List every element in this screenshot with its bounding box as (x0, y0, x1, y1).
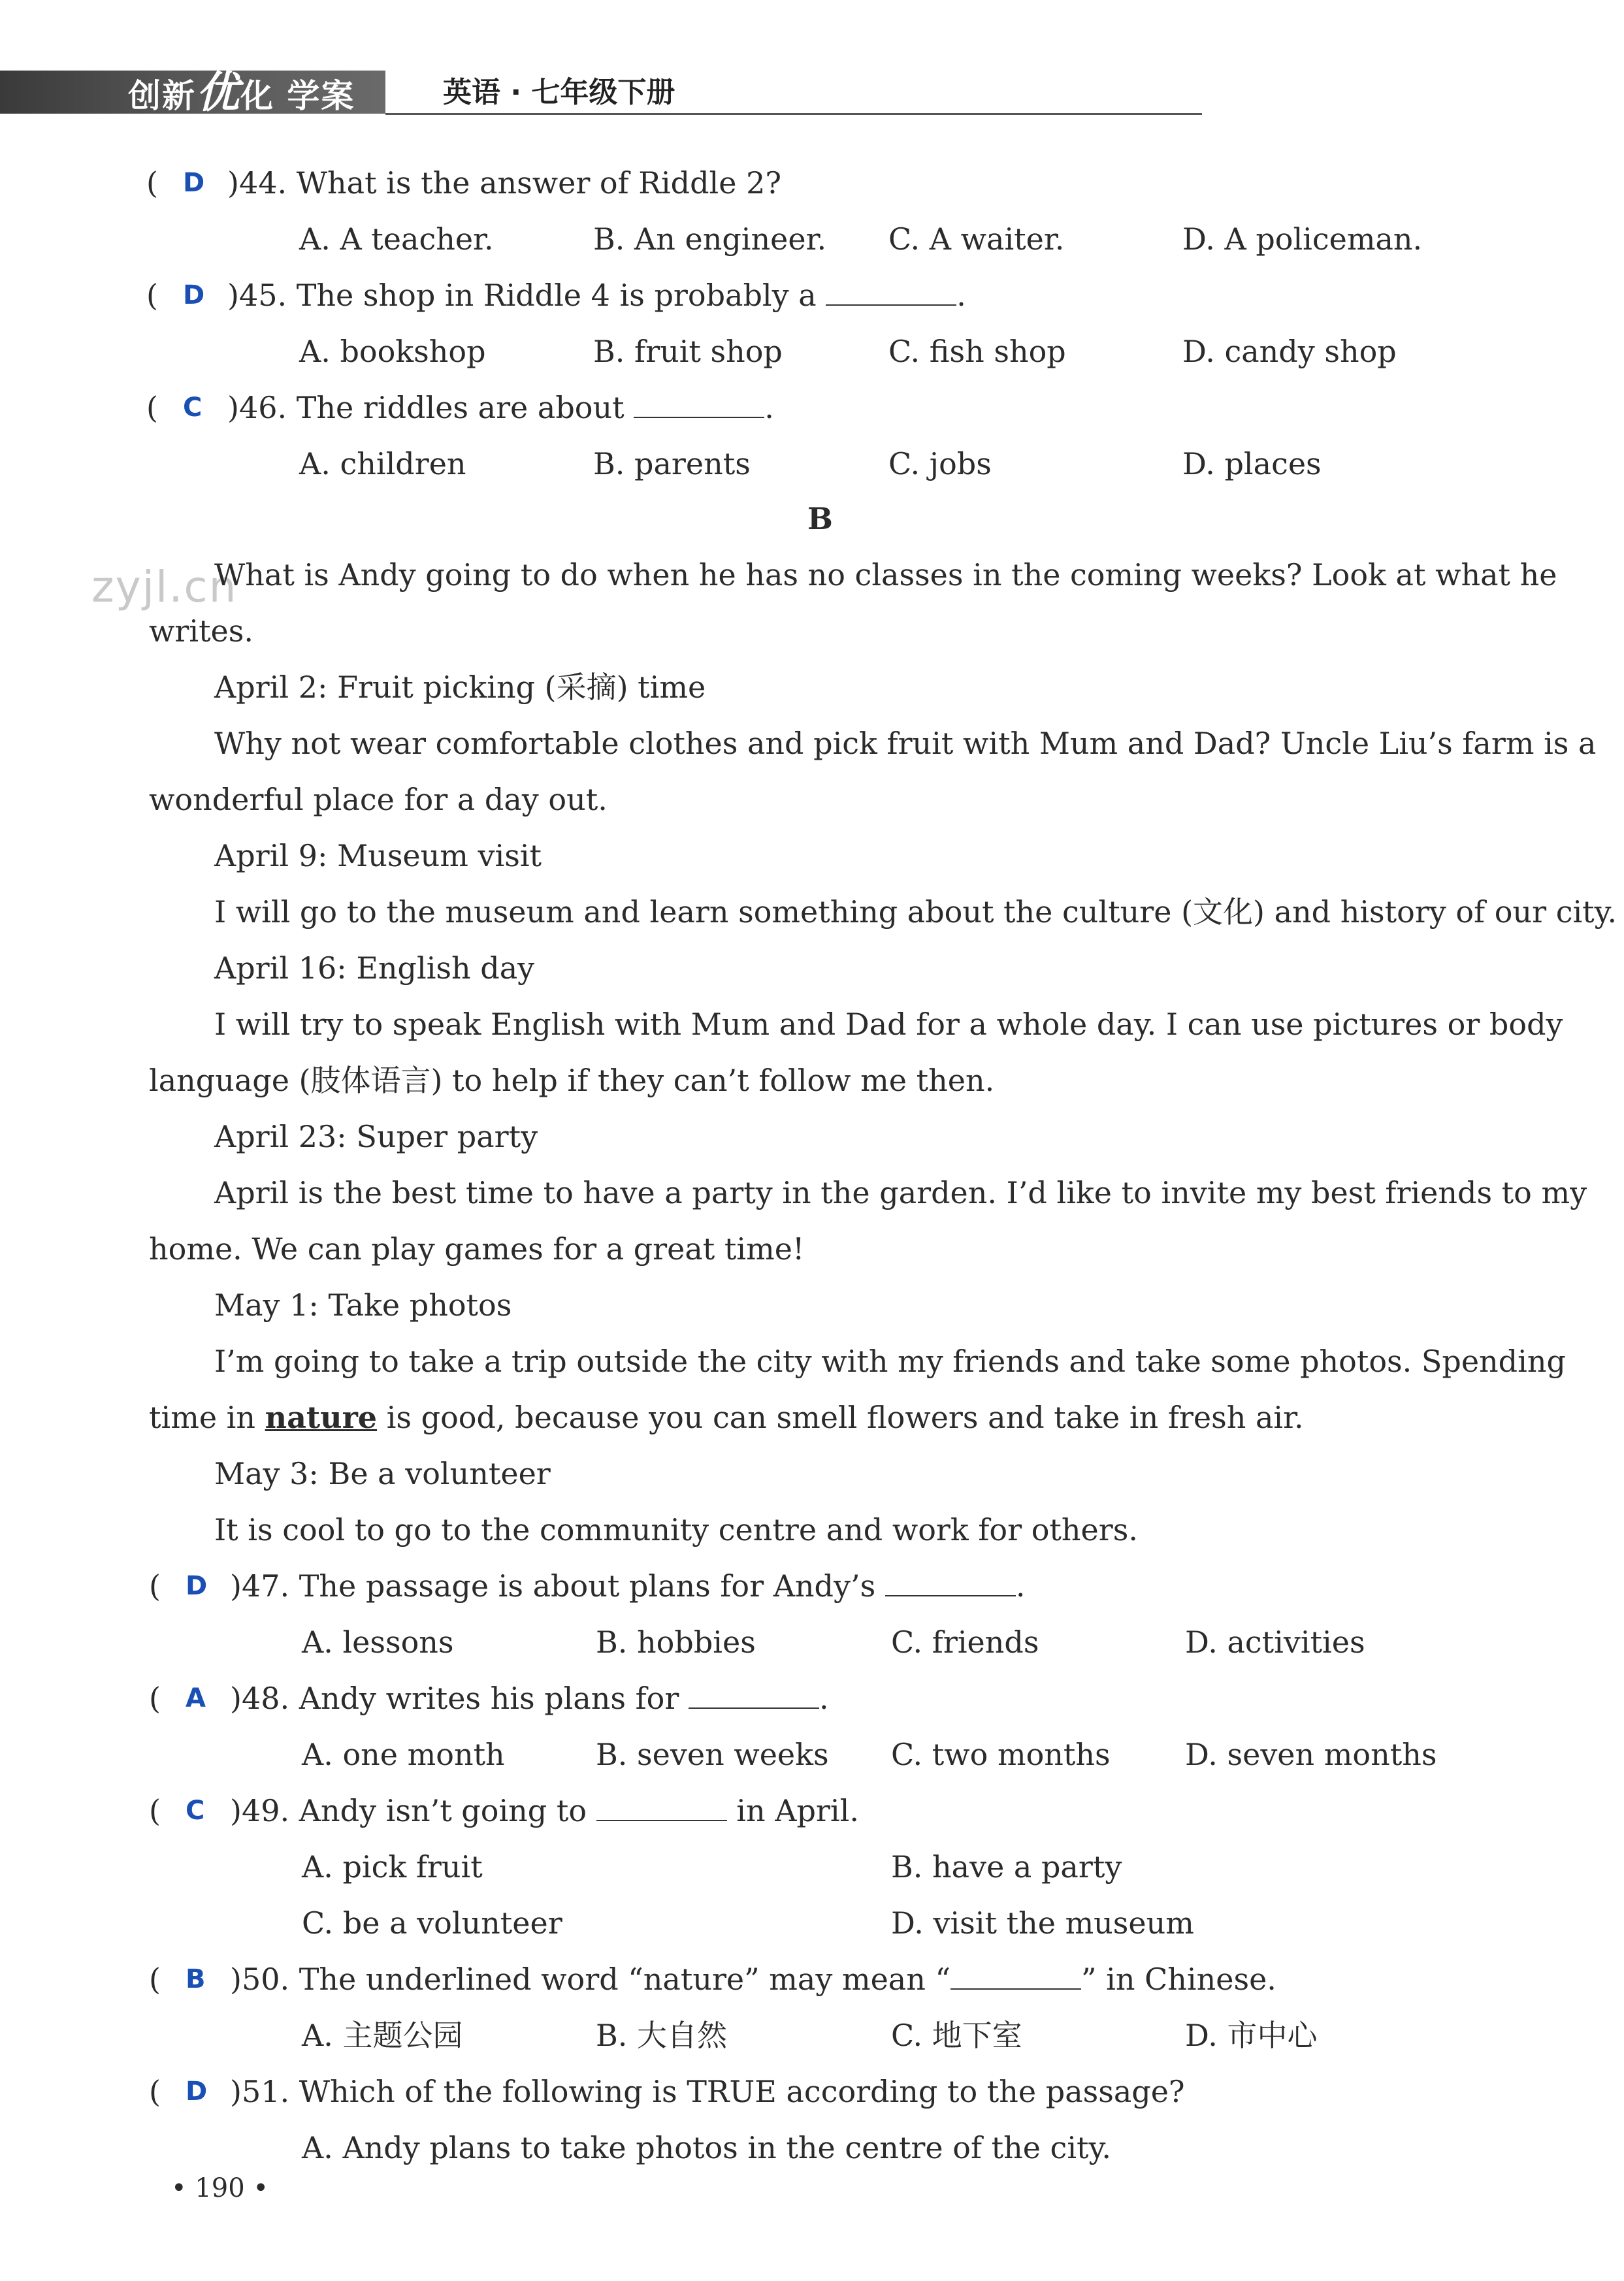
plan-text: wonderful place for a day out. (149, 782, 608, 817)
paren-open: ( (146, 390, 158, 425)
plan-heading-may-1: May 1: Take photos (214, 1287, 512, 1323)
option-44-a: A. A teacher. (299, 221, 494, 257)
plan-text: I will go to the museum and learn something about the culture (文化) and history of our city. (214, 894, 1617, 930)
question-45: )45. The shop in Riddle 4 is probably a . (227, 278, 966, 313)
paren-open: ( (149, 2074, 161, 2109)
answer-blank (950, 1962, 1081, 1990)
option-47-a: A. lessons (302, 1625, 454, 1660)
course-title: 英语 · 七年级下册 (443, 76, 675, 109)
option-49-b: B. have a party (891, 1849, 1122, 1885)
option-44-c: C. A waiter. (888, 221, 1065, 257)
option-46-d: D. places (1182, 446, 1322, 481)
question-51: )51. Which of the following is TRUE according to the passage? (230, 2074, 1185, 2109)
answer-45: D (183, 280, 205, 310)
passage-intro-line2: writes. (149, 613, 254, 649)
answer-blank (826, 278, 956, 306)
option-47-c: C. friends (891, 1625, 1039, 1660)
option-48-d: D. seven months (1185, 1737, 1437, 1772)
option-48-b: B. seven weeks (596, 1737, 829, 1772)
option-47-d: D. activities (1185, 1625, 1365, 1660)
answer-44: D (183, 168, 205, 198)
question-50: )50. The underlined word “nature” may mean “ ” in Chinese. (230, 1962, 1276, 1997)
underlined-word: nature (265, 1400, 378, 1435)
question-44: )44. What is the answer of Riddle 2? (227, 165, 782, 201)
plan-text: language (肢体语言) to help if they can’t follow me then. (149, 1063, 995, 1098)
section-heading: B (807, 501, 833, 536)
question-48: )48. Andy writes his plans for . (230, 1681, 829, 1716)
plan-text: It is cool to go to the community centre and work for others. (214, 1512, 1138, 1547)
answer-47: D (186, 1571, 208, 1601)
question-47: )47. The passage is about plans for Andy’s . (230, 1568, 1026, 1604)
paren-open: ( (149, 1568, 161, 1604)
question-46: )46. The riddles are about . (227, 390, 774, 425)
paren-open: ( (149, 1793, 161, 1828)
plan-text: Why not wear comfortable clothes and pick fruit with Mum and Dad? Uncle Liu’s farm is a (214, 726, 1597, 761)
paren-open: ( (149, 1681, 161, 1716)
plan-heading-may-3: May 3: Be a volunteer (214, 1456, 551, 1491)
plan-heading-april-9: April 9: Museum visit (214, 838, 542, 873)
option-48-c: C. two months (891, 1737, 1111, 1772)
plan-heading-april-16: April 16: English day (214, 950, 535, 986)
option-46-a: A. children (299, 446, 466, 481)
answer-46: C (183, 393, 203, 423)
option-49-a: A. pick fruit (302, 1849, 483, 1885)
option-45-d: D. candy shop (1182, 334, 1397, 369)
plan-text: time in nature is good, because you can smell flowers and take in fresh air. (149, 1400, 1304, 1435)
watermark: zyjl.cn (91, 562, 238, 612)
answer-51: D (186, 2077, 208, 2107)
brand-title: 创新优化 学案 (128, 67, 355, 118)
option-44-b: B. An engineer. (593, 221, 827, 257)
option-50-d: D. 市中心 (1185, 2018, 1318, 2053)
passage-intro-line1: What is Andy going to do when he has no classes in the coming weeks? Look at what he (214, 557, 1557, 592)
plan-text: April is the best time to have a party in the garden. I’d like to invite my best friends to my (214, 1175, 1587, 1210)
option-45-b: B. fruit shop (593, 334, 783, 369)
option-45-c: C. fish shop (888, 334, 1066, 369)
option-51-a: A. Andy plans to take photos in the centre of the city. (302, 2130, 1112, 2165)
answer-blank (634, 391, 764, 418)
question-49: )49. Andy isn’t going to in April. (230, 1793, 859, 1828)
option-49-d: D. visit the museum (891, 1905, 1194, 1941)
plan-heading-april-23: April 23: Super party (214, 1119, 538, 1154)
option-50-b: B. 大自然 (596, 2018, 728, 2053)
option-47-b: B. hobbies (596, 1625, 756, 1660)
paren-open: ( (149, 1962, 161, 1997)
paren-open: ( (146, 278, 158, 313)
option-50-a: A. 主题公园 (302, 2018, 463, 2053)
option-44-d: D. A policeman. (1182, 221, 1423, 257)
option-46-b: B. parents (593, 446, 751, 481)
option-48-a: A. one month (302, 1737, 505, 1772)
option-45-a: A. bookshop (299, 334, 486, 369)
answer-blank (885, 1569, 1016, 1596)
answer-blank (689, 1681, 819, 1709)
option-50-c: C. 地下室 (891, 2018, 1022, 2053)
answer-blank (596, 1794, 727, 1821)
paren-open: ( (146, 165, 158, 201)
option-49-c: C. be a volunteer (302, 1905, 562, 1941)
plan-text: home. We can play games for a great time! (149, 1231, 805, 1267)
plan-text: I will try to speak English with Mum and Dad for a whole day. I can use pictures or body (214, 1007, 1563, 1042)
plan-heading-april-2: April 2: Fruit picking (采摘) time (214, 670, 706, 705)
answer-48: A (186, 1683, 206, 1713)
answer-50: B (186, 1964, 206, 1994)
header-rule (385, 113, 1202, 115)
option-46-c: C. jobs (888, 446, 992, 481)
page-number: • 190 • (171, 2173, 268, 2203)
answer-49: C (186, 1796, 205, 1826)
plan-text: I’m going to take a trip outside the city with my friends and take some photos. Spending (214, 1344, 1566, 1379)
